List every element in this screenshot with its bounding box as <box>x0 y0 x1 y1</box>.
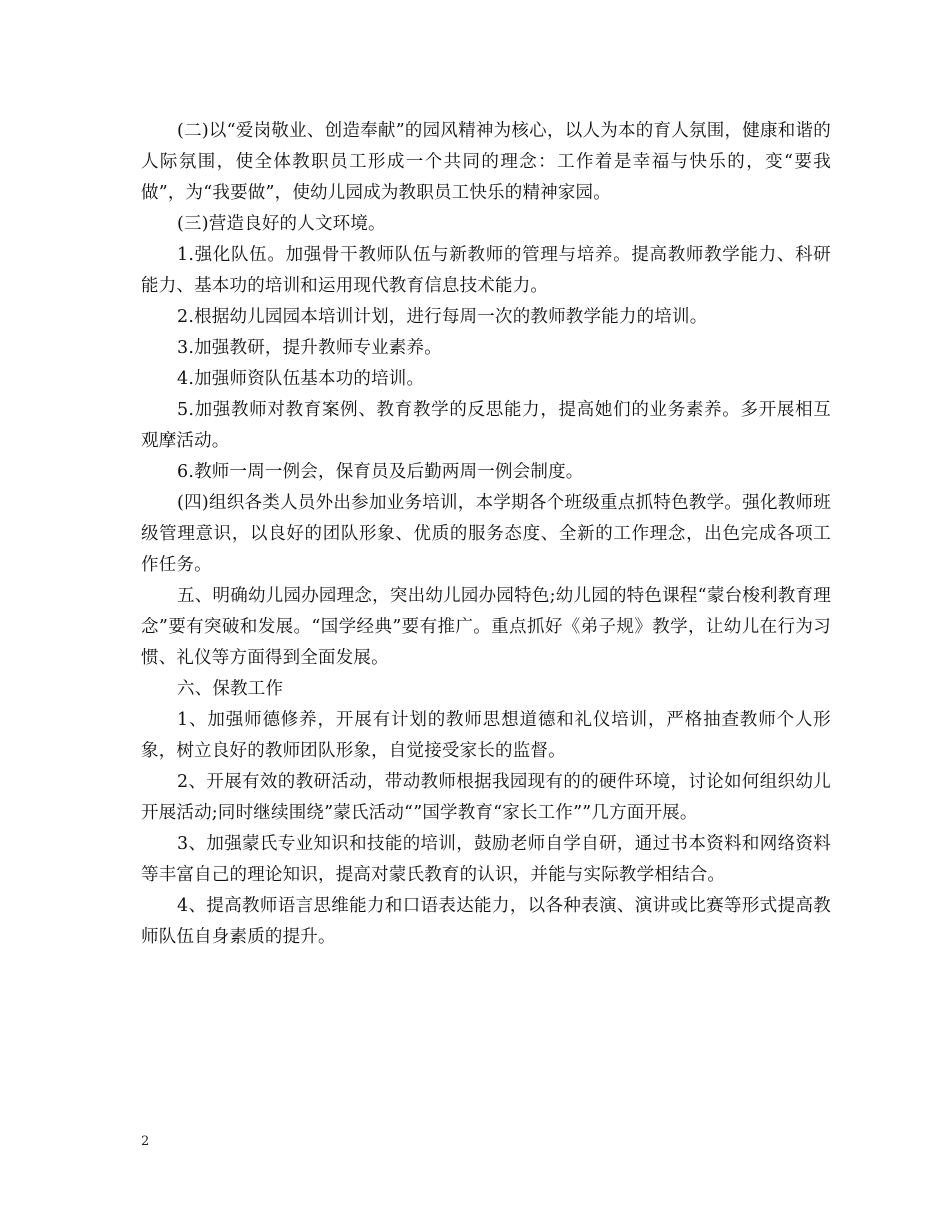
paragraph-strengthen-team: 1.强化队伍。加强骨干教师队伍与新教师的管理与培养。提高教师教学能力、科研能力、基本功的培训和运用现代教育信息技术能力。 <box>141 245 831 296</box>
paragraph-teacher-ethics: 1、加强师德修养，开展有计划的教师思想道德和礼仪培训，严格抽查教师个人形象，树立良好的教师团队形象，自觉接受家长的监督。 <box>141 710 831 761</box>
paragraph-meeting-system: 6.教师一周一例会，保育员及后勤两周一例会制度。 <box>177 462 584 482</box>
page-number: 2 <box>141 1134 150 1149</box>
paragraph-research-activities: 2、开展有效的教研活动，带动教师根据我园现有的的硬件环境，讨论如何组织幼儿开展活动;同时继续围绕”蒙氏活动“”国学教育“家长工作””几方面开展。 <box>141 772 831 823</box>
document-body <box>141 116 831 953</box>
paragraph-humanistic-environment: (三)营造良好的人文环境。 <box>177 214 386 234</box>
paragraph-external-training: (四)组织各类人员外出参加业务培训，本学期各个班级重点抓特色教学。强化教师班级管理意识，以良好的团队形象、优质的服务态度、全新的工作理念，出色完成各项工作任务。 <box>141 493 831 575</box>
paragraph-spirit-core: (二)以“爱岗敬业、创造奉献”的园风精神为核心，以人为本的育人氛围，健康和谐的人际氛围，使全体教职员工形成一个共同的理念：工作着是幸福与快乐的，变“要我做”，为“我要做”，使幼儿园成为教职员工快乐的精神家园。 <box>141 121 831 203</box>
paragraph-language-ability: 4、提高教师语言思维能力和口语表达能力，以各种表演、演讲或比赛等形式提高教师队伍自身素质的提升。 <box>141 896 831 947</box>
paragraph-reflection-ability: 5.加强教师对教育案例、教育教学的反思能力，提高她们的业务素养。多开展相互观摩活动。 <box>141 400 831 451</box>
paragraph-montessori-training: 3、加强蒙氏专业知识和技能的培训，鼓励老师自学自研，通过书本资料和网络资料等丰富自己的理论知识，提高对蒙氏教育的认识，并能与实际教学相结合。 <box>141 834 831 885</box>
section-heading-care-education: 六、保教工作 <box>177 679 284 699</box>
paragraph-weekly-training: 2.根据幼儿园园本培训计划，进行每周一次的教师教学能力的培训。 <box>177 307 708 327</box>
paragraph-basic-skills: 4.加强师资队伍基本功的培训。 <box>177 369 425 389</box>
paragraph-teaching-research: 3.加强教研，提升教师专业素养。 <box>177 338 442 358</box>
paragraph-kindergarten-philosophy: 五、明确幼儿园办园理念，突出幼儿园办园特色;幼儿园的特色课程“蒙台梭利教育理念”要有突破和发展。“国学经典”要有推广。重点抓好《弟子规》教学，让幼儿在行为习惯、礼仪等方面得到全面发展。 <box>141 586 831 668</box>
